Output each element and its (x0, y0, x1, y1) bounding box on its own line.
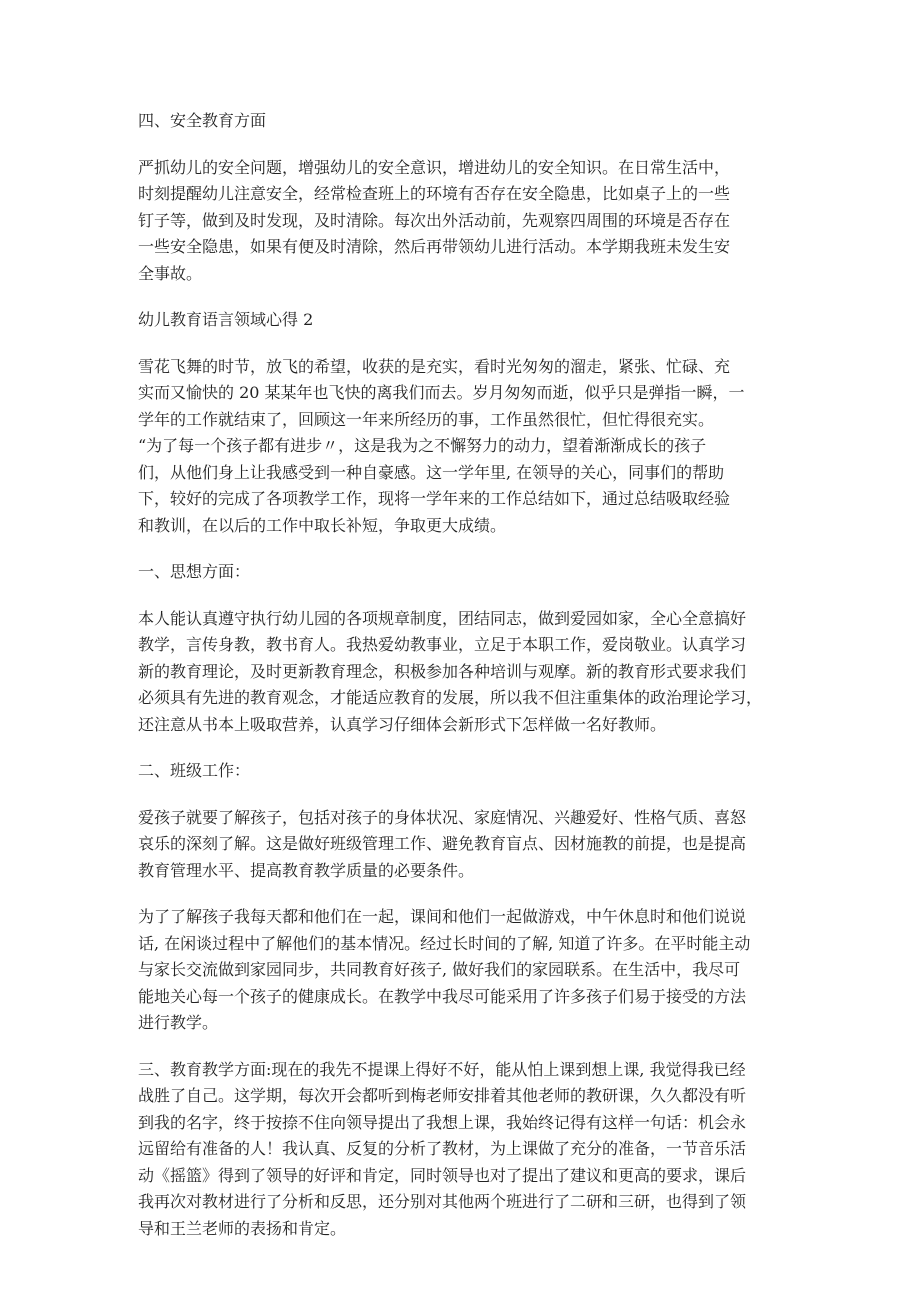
text-line: 和教训，在以后的工作中取长补短，争取更大成绩。 (138, 515, 507, 535)
text-line: 为了了解孩子我每天都和他们在一起，课间和他们一起做游戏，中午休息时和他们说说 (138, 907, 747, 926)
text-line: 时刻提醒幼儿注意安全，经常检查班上的环境有否存在安全隐患，比如桌子上的一些 (138, 184, 731, 203)
text-line: 严抓幼儿的安全问题，增强幼儿的安全意识，增进幼儿的安全知识。在日常生活中， (138, 157, 731, 177)
text-line: 全事故。 (138, 263, 203, 283)
text-line: 教育管理水平、提高教育教学质量的必要条件。 (138, 860, 475, 880)
text-line: 与家长交流做到家园同步，共同教育好孩子, 做好我们的家园联系。在生活中，我尽可 (138, 960, 741, 979)
text-line: 到我的名字，终于按捺不住向领导提出了我想上课，我始终记得有这样一句话：机会永 (138, 1112, 747, 1132)
text-line: 实而又愉快的 20 某某年也飞快的离我们而去。岁月匆匆而逝，似乎只是弹指一瞬，一 (138, 383, 745, 402)
text-line: 进行教学。 (138, 1013, 219, 1032)
text-line: 新的教育理论，及时更新教育理念，积极参加各种培训与观摩。新的教育形式要求我们 (138, 661, 747, 681)
text-line: 话, 在闲谈过程中了解他们的基本情况。经过长时间的了解, 知道了许多。在平时能主动 (138, 933, 751, 953)
paragraph-safety (138, 155, 798, 288)
paragraph-class-work-1 (138, 805, 798, 885)
text-line: 教学，言传身教，教书育人。我热爱幼教事业，立足于本职工作，爱岗敬业。认真学习 (138, 635, 747, 654)
text-line: 下，较好的完成了各项教学工作，现将一学年来的工作总结如下，通过总结吸取经验 (138, 489, 731, 508)
text-line: 还注意从书本上吸取营养，认真学习仔细体会新形式下怎样做一名好教师。 (138, 714, 667, 734)
section-heading-safety: 四、安全教育方面 (138, 111, 267, 130)
text-line: 爱孩子就要了解孩子，包括对孩子的身体状况、家庭情况、兴趣爱好、性格气质、喜怒 (138, 807, 747, 827)
text-line: 能地关心每一个孩子的健康成长。在教学中我尽可能采用了许多孩子们易于接受的方法 (138, 986, 747, 1006)
text-line: “为了每一个孩子都有进步〃，这是我为之不懈努力的动力，望着渐渐成长的孩子 (138, 436, 707, 455)
paragraph-class-work-2 (138, 904, 798, 1037)
text-line: 学年的工作就结束了，回顾这一年来所经历的事，工作虽然很忙，但忙得很充实。 (138, 409, 715, 429)
text-line: 战胜了自己。这学期，每次开会都听到梅老师安排着其他老师的教研课，久久都没有听 (138, 1086, 747, 1105)
article-title: 幼儿教育语言领域心得 2 (138, 310, 314, 329)
text-line: 本人能认真遵守执行幼儿园的各项规章制度，团结同志，做到爱园如家，全心全意搞好 (138, 608, 747, 628)
text-line: 导和王兰老师的表扬和肯定。 (138, 1218, 347, 1238)
text-line: 必须具有先进的教育观念，才能适应教育的发展，所以我不但注重集体的政治理论学习， (138, 688, 763, 707)
document-page (138, 108, 798, 1262)
text-line: 哀乐的深刻了解。这是做好班级管理工作、避免教育盲点、因材施教的前提，也是提高 (138, 834, 747, 853)
text-line: 一些安全隐患，如果有便及时清除，然后再带领幼儿进行活动。本学期我班未发生安 (138, 237, 731, 256)
section-heading-class-work: 二、班级工作： (138, 761, 251, 780)
text-line: 们，从他们身上让我感受到一种自豪感。这一学年里, 在领导的关心，同事们的帮助 (138, 462, 725, 482)
text-line: 动《摇篮》得到了领导的好评和肯定，同时领导也对了提出了建议和更高的要求，课后 (138, 1165, 747, 1185)
section-heading-thought: 一、思想方面： (138, 562, 251, 581)
paragraph-intro (138, 354, 798, 540)
text-line: 远留给有准备的人！我认真、反复的分析了教材，为上课做了充分的准备，一节音乐活 (138, 1139, 747, 1158)
text-line: 我再次对教材进行了分析和反思，还分别对其他两个班进行了二研和三研，也得到了领 (138, 1192, 747, 1211)
text-line: 雪花飞舞的时节，放飞的希望，收获的是充实，看时光匆匆的溜走，紧张、忙碌、充 (138, 356, 731, 376)
paragraph-thought (138, 606, 798, 739)
text-line: 三、教育教学方面:现在的我先不提课上得好不好，能从怕上课到想上课, 我觉得我已经 (138, 1059, 746, 1079)
text-line: 钉子等，做到及时发现，及时清除。每次出外活动前，先观察四周围的环境是否存在 (138, 210, 731, 230)
paragraph-teaching (138, 1057, 798, 1243)
